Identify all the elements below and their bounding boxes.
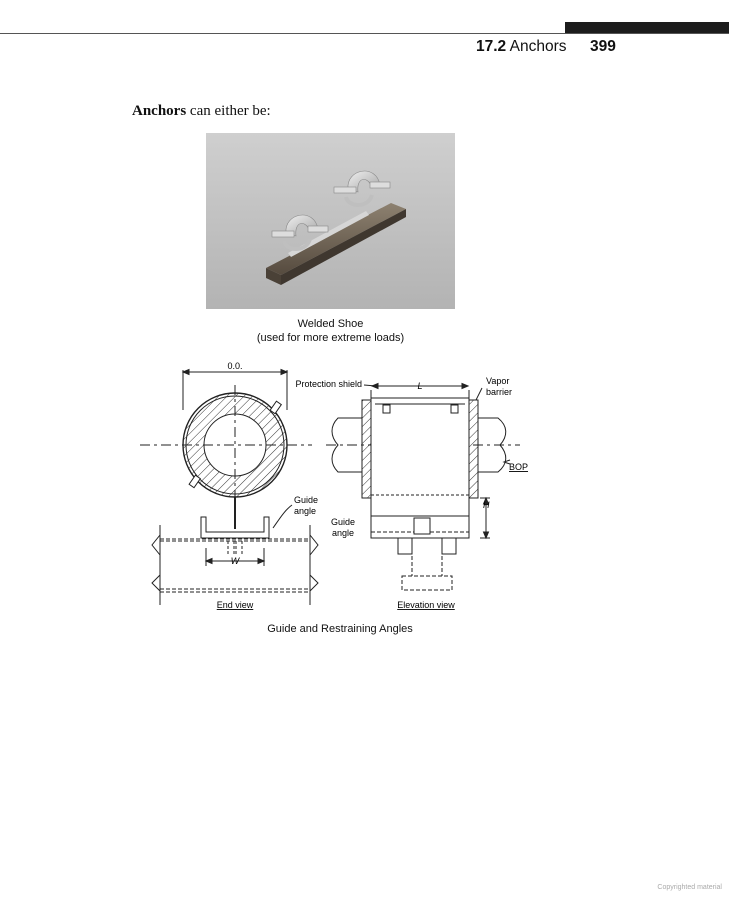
- height-label: H: [483, 500, 490, 510]
- protection-shield-label: Protection shield: [295, 379, 362, 389]
- page-number: 399: [590, 38, 616, 55]
- elevation-view-label: Elevation view: [397, 600, 455, 610]
- welded-shoe-photo: [206, 133, 455, 309]
- bop-label: BOP: [509, 462, 529, 472]
- guide-angle-elevation-line1: Guide: [330, 517, 356, 527]
- vapor-barrier-label-line2: barrier: [486, 387, 513, 397]
- od-label: 0.0.: [227, 361, 243, 371]
- guide-angle-label-line2: angle: [294, 506, 317, 516]
- welded-shoe-caption-line2: (used for more extreme loads): [256, 332, 405, 344]
- width-label: W: [230, 556, 240, 566]
- end-view-label: End view: [216, 600, 254, 610]
- section-number: 17.2: [476, 38, 507, 55]
- copyright-notice: Copyrighted material: [657, 884, 722, 891]
- intro-term: Anchors: [132, 103, 187, 119]
- section-title: Anchors: [509, 38, 567, 55]
- running-header: [476, 38, 567, 56]
- guide-angle-elevation-line2: angle: [331, 528, 355, 538]
- guide-angles-caption: Guide and Restraining Angles: [267, 623, 413, 635]
- guide-angle-label-line1: Guide: [294, 495, 319, 505]
- header-rule: [0, 33, 729, 34]
- intro-paragraph: [132, 103, 271, 120]
- vapor-barrier-label-line1: Vapor: [486, 376, 510, 386]
- elevation-view: [326, 384, 520, 591]
- guide-angles-drawing: [140, 360, 540, 620]
- intro-text: can either be:: [186, 103, 271, 119]
- end-view: [140, 370, 318, 606]
- welded-shoe-caption: [206, 317, 455, 345]
- length-label: L: [417, 381, 423, 391]
- welded-shoe-caption-line1: Welded Shoe: [297, 318, 364, 330]
